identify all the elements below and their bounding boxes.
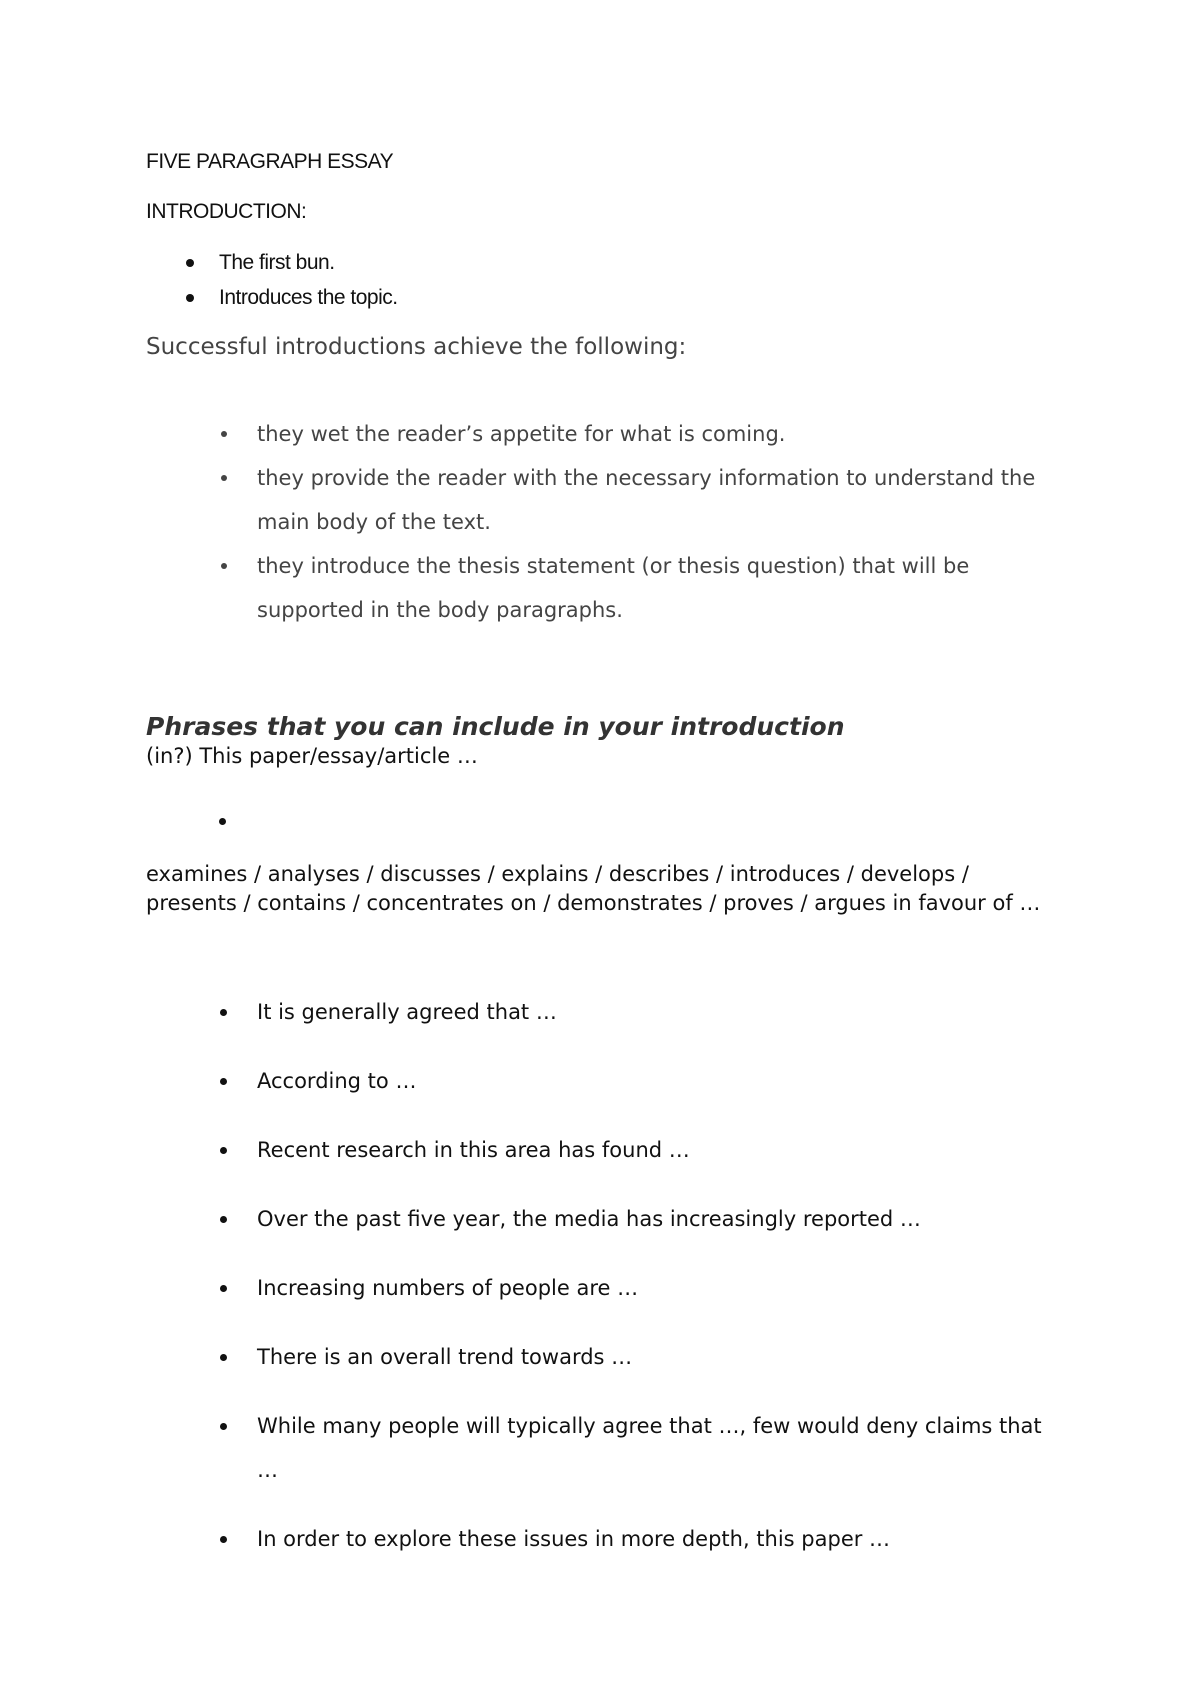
bullet-icon <box>220 1078 227 1085</box>
bullet-icon <box>220 1536 227 1543</box>
list-item-text: While many people will typically agree that …, few would deny claims that … <box>257 1414 1042 1482</box>
list-item <box>146 1266 1066 1310</box>
bullet-icon <box>221 475 227 481</box>
list-item-text: According to … <box>257 1069 417 1093</box>
list-item <box>146 990 1066 1034</box>
bullet-icon <box>220 1216 227 1223</box>
success-points-list <box>146 412 1066 632</box>
list-item-text: In order to explore these issues in more depth, this paper … <box>257 1527 891 1551</box>
list-item <box>146 1128 1066 1172</box>
list-item <box>146 248 398 283</box>
introduction-label: INTRODUCTION: <box>146 200 307 223</box>
list-item-text: Increasing numbers of people are … <box>257 1276 639 1300</box>
success-heading: Successful introductions achieve the following: <box>146 334 687 360</box>
intro-points-list <box>146 248 398 318</box>
verbs-paragraph: examines / analyses / discusses / explains / describes / introduces / develops / presents / contains / concentrates on / demonstrates / proves / argues in favour of … <box>146 862 1041 915</box>
phrases-heading: Phrases that you can include in your introduction <box>146 712 845 741</box>
bullet-icon <box>220 1009 227 1016</box>
bullet-icon <box>186 259 194 267</box>
list-item <box>146 456 1066 544</box>
document-title: FIVE PARAGRAPH ESSAY <box>146 150 394 173</box>
phrases-subheading: (in?) This paper/essay/article … <box>146 744 478 768</box>
list-item-text: they introduce the thesis statement (or thesis question) that will be supported in the body paragraphs. <box>257 554 970 622</box>
bullet-icon <box>220 1147 227 1154</box>
list-item-text: The first bun. <box>219 251 335 274</box>
list-item <box>146 1197 1066 1241</box>
list-item <box>146 544 1066 632</box>
list-item-text: they provide the reader with the necessary information to understand the main body of the text. <box>257 466 1036 534</box>
list-item <box>146 1059 1066 1103</box>
list-item-text: Recent research in this area has found … <box>257 1138 690 1162</box>
list-item <box>146 283 398 318</box>
bullet-icon <box>219 818 226 825</box>
list-item-text: they wet the reader’s appetite for what is coming. <box>257 422 786 446</box>
bullet-icon <box>221 431 227 437</box>
bullet-icon <box>186 294 194 302</box>
bullet-icon <box>221 563 227 569</box>
bullet-icon <box>220 1354 227 1361</box>
bullet-icon <box>220 1423 227 1430</box>
list-item-text: Over the past five year, the media has increasingly reported … <box>257 1207 921 1231</box>
list-item <box>146 1404 1066 1492</box>
list-item <box>146 1517 1066 1561</box>
list-item <box>146 412 1066 456</box>
list-item-text: It is generally agreed that … <box>257 1000 557 1024</box>
list-item <box>146 1335 1066 1379</box>
list-item-text: There is an overall trend towards … <box>257 1345 633 1369</box>
list-item-text: Introduces the topic. <box>219 286 398 309</box>
bullet-icon <box>220 1285 227 1292</box>
phrase-points-list <box>146 990 1066 1586</box>
